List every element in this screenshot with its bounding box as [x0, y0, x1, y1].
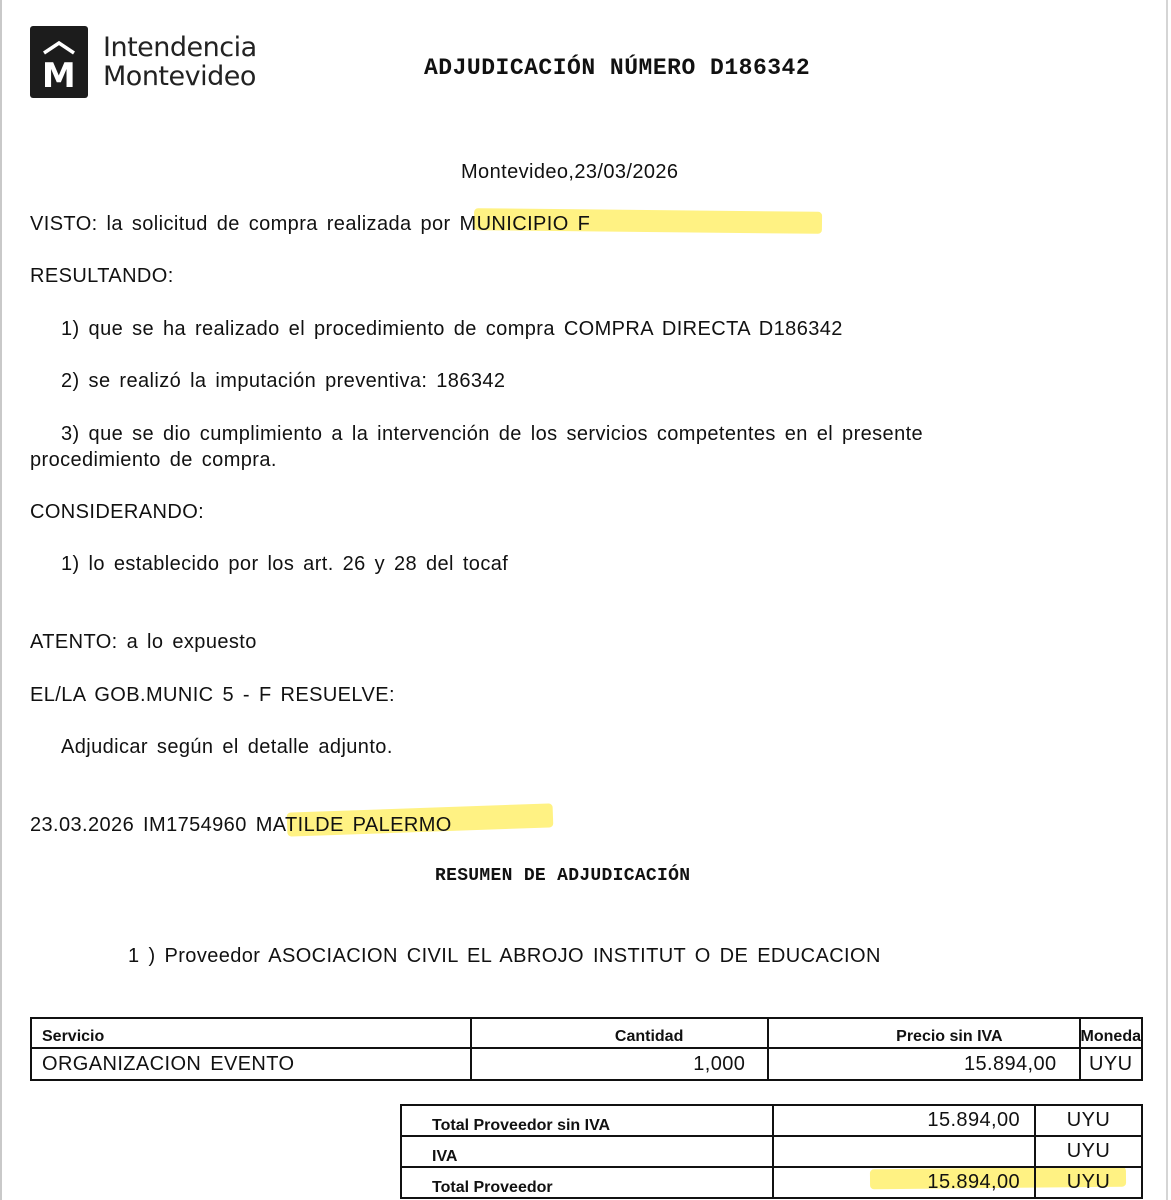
date-line: Montevideo,23/03/2026	[461, 161, 679, 183]
atento-line: ATENTO: a lo expuesto	[30, 631, 257, 653]
resultando-item-3: 3) que se dio cumplimiento a la intervención de los servicios competentes en el presente	[61, 423, 924, 445]
logo-line-2: Montevideo	[103, 61, 256, 92]
page-edge-right	[1166, 0, 1168, 1200]
document-title: ADJUDICACIÓN NÚMERO D186342	[424, 55, 811, 81]
total-row-proveedor	[401, 1167, 1142, 1198]
intendencia-logo-icon	[30, 26, 88, 98]
row-currency: UYU	[1080, 1048, 1142, 1080]
row-price: 15.894,00	[768, 1048, 1079, 1080]
resultando-item-3-cont: procedimiento de compra.	[30, 449, 277, 471]
logo-wordmark	[103, 33, 257, 91]
resultando-item-2: 2) se realizó la imputación preventiva: 186342	[61, 370, 506, 392]
total-row-sin-iva	[401, 1105, 1142, 1136]
resuelve-line: EL/LA GOB.MUNIC 5 - F RESUELVE:	[30, 684, 395, 706]
resultando-item-1: 1) que se ha realizado el procedimiento de compra COMPRA DIRECTA D186342	[61, 318, 843, 340]
total-sin-iva-currency: UYU	[1035, 1105, 1142, 1136]
total-proveedor-value: 15.894,00	[773, 1167, 1035, 1198]
total-proveedor-currency: UYU	[1035, 1167, 1142, 1198]
table-header-row	[31, 1018, 1142, 1048]
table-row	[31, 1048, 1142, 1080]
row-service: ORGANIZACION EVENTO	[31, 1048, 471, 1080]
iva-value	[773, 1136, 1035, 1167]
row-quantity: 1,000	[471, 1048, 768, 1080]
header-quantity: Cantidad	[471, 1018, 768, 1048]
signature-line: 23.03.2026 IM1754960 MATILDE PALERMO	[30, 814, 452, 836]
considerando-heading: CONSIDERANDO:	[30, 501, 205, 523]
header-price: Precio sin IVA	[768, 1018, 1079, 1048]
provider-line: 1 ) Proveedor ASOCIACION CIVIL EL ABROJO INSTITUT O DE EDUCACION	[128, 945, 881, 967]
iva-currency: UYU	[1035, 1136, 1142, 1167]
total-proveedor-label: Total Proveedor	[401, 1167, 773, 1198]
total-sin-iva-label: Total Proveedor sin IVA	[401, 1105, 773, 1136]
summary-title: RESUMEN DE ADJUDICACIÓN	[435, 866, 691, 886]
visto-line: VISTO: la solicitud de compra realizada por MUNICIPIO F	[30, 213, 591, 235]
resultando-heading: RESULTANDO:	[30, 265, 174, 287]
header-currency: Moneda	[1080, 1018, 1142, 1048]
total-sin-iva-value: 15.894,00	[773, 1105, 1035, 1136]
considerando-item-1: 1) lo establecido por los art. 26 y 28 del tocaf	[61, 553, 509, 575]
totals-table	[400, 1104, 1143, 1199]
logo-line-1: Intendencia	[103, 32, 257, 63]
total-row-iva	[401, 1136, 1142, 1167]
page-edge-left	[0, 0, 2, 1200]
award-detail-table	[30, 1017, 1143, 1081]
adjudicar-line: Adjudicar según el detalle adjunto.	[61, 736, 393, 758]
logo-mark-letter: M	[41, 56, 77, 96]
iva-label: IVA	[401, 1136, 773, 1167]
header-service: Servicio	[31, 1018, 471, 1048]
